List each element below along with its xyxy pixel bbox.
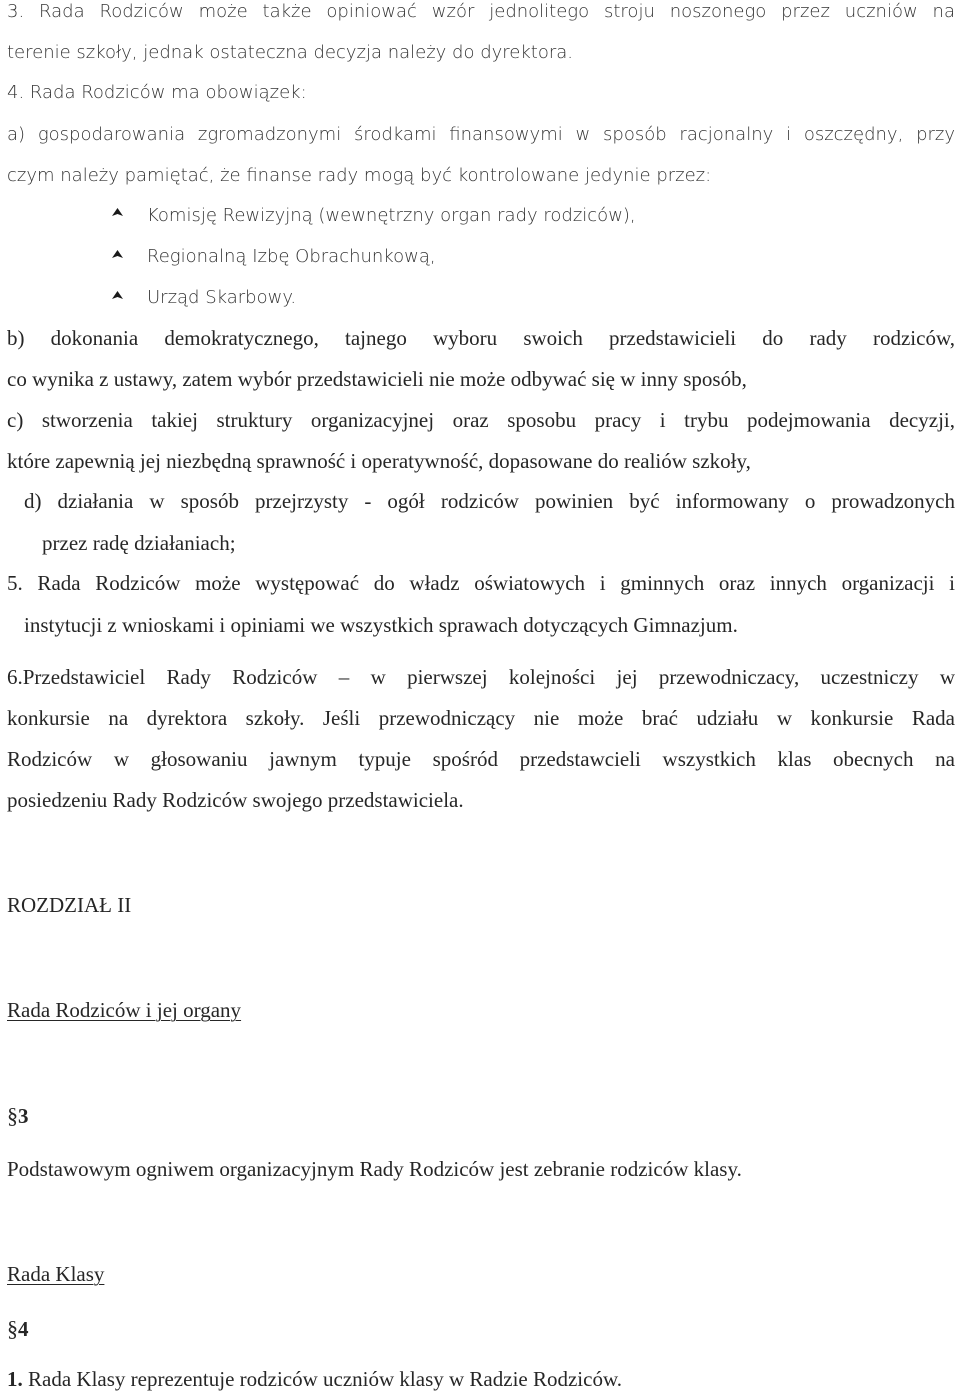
section-4-heading bbox=[7, 1316, 29, 1342]
point-6-line-4: posiedzeniu Rady Rodziców swojego przedstawiciela. bbox=[7, 788, 464, 812]
item-text: Rada Klasy reprezentuje rodziców uczniów klasy w Radzie Rodziców. bbox=[22, 1367, 623, 1391]
point-6-line-2: konkursie na dyrektora szkoły. Jeśli przewodniczący nie może brać udziału w konkursie Rada bbox=[7, 706, 955, 730]
point-3-line-2: terenie szkoły, jednak ostateczna decyzja należy do dyrektora. bbox=[7, 42, 573, 63]
bullet-item-2: Regionalną Izbę Obrachunkową, bbox=[147, 246, 436, 267]
section-number: 3 bbox=[18, 1104, 29, 1128]
chapter-heading: ROZDZIAŁ II bbox=[7, 893, 132, 917]
arrowhead-up-icon bbox=[111, 207, 124, 219]
point-5-line-1: 5. Rada Rodziców może występować do władz oświatowych i gminnych oraz innych organizacji i bbox=[7, 571, 955, 595]
point-4c-line-1: c) stworzenia takiej struktury organizacyjnej oraz sposobu pracy i trybu podejmowania decyzji, bbox=[7, 408, 955, 432]
point-4b-line-2: co wynika z ustawy, zatem wybór przedstawicieli nie może odbywać się w inny sposób, bbox=[7, 367, 747, 391]
section-3-heading bbox=[7, 1103, 29, 1129]
point-4d-line-2: przez radę działaniach; bbox=[42, 531, 236, 555]
paragraph-sign: § bbox=[7, 1316, 18, 1341]
rada-klasy-title: Rada Klasy bbox=[7, 1262, 105, 1286]
chapter-title: Rada Rodziców i jej organy bbox=[7, 998, 242, 1022]
point-5-line-2: instytucji z wnioskami i opiniami we wszystkich sprawach dotyczących Gimnazjum. bbox=[24, 613, 738, 637]
point-4a-line-2: czym należy pamiętać, że finanse rady mogą być kontrolowane jedynie przez: bbox=[7, 165, 712, 186]
item-number: 1. bbox=[7, 1367, 23, 1391]
arrowhead-up-icon bbox=[111, 290, 124, 302]
point-3-line-1: 3. Rada Rodziców może także opiniować wzór jednolitego stroju noszonego przez uczniów na bbox=[7, 1, 955, 22]
point-6-line-1: 6.Przedstawiciel Rady Rodziców – w pierwszej kolejności jej przewodniczacy, uczestniczy w bbox=[7, 665, 955, 689]
bullet-item-1: Komisję Rewizyjną (wewnętrzny organ rady rodziców), bbox=[147, 205, 636, 226]
point-4b-line-1: b) dokonania demokratycznego, tajnego wyboru swoich przedstawicieli do rady rodziców, bbox=[7, 326, 955, 350]
point-4c-line-2: które zapewnią jej niezbędną sprawność i operatywność, dopasowane do realiów szkoły, bbox=[7, 449, 751, 473]
bullet-item-3: Urząd Skarbowy. bbox=[147, 287, 297, 308]
arrowhead-up-icon bbox=[111, 249, 124, 261]
point-4d-line-1: d) działania w sposób przejrzysty - ogół rodziców powinien być informowany o prowadzonych bbox=[24, 489, 955, 513]
section-3-text: Podstawowym ogniwem organizacyjnym Rady Rodziców jest zebranie rodziców klasy. bbox=[7, 1157, 742, 1181]
section-number: 4 bbox=[18, 1317, 29, 1341]
point-4-title: 4. Rada Rodziców ma obowiązek: bbox=[7, 82, 307, 103]
paragraph-sign: § bbox=[7, 1103, 18, 1128]
point-4a-line-1: a) gospodarowania zgromadzonymi środkami finansowymi w sposób racjonalny i oszczędny, przy bbox=[7, 124, 955, 145]
section-4-item-1 bbox=[7, 1367, 622, 1392]
point-6-line-3: Rodziców w głosowaniu jawnym typuje spośród przedstawcieli wszystkich klas obecnych na bbox=[7, 747, 955, 771]
